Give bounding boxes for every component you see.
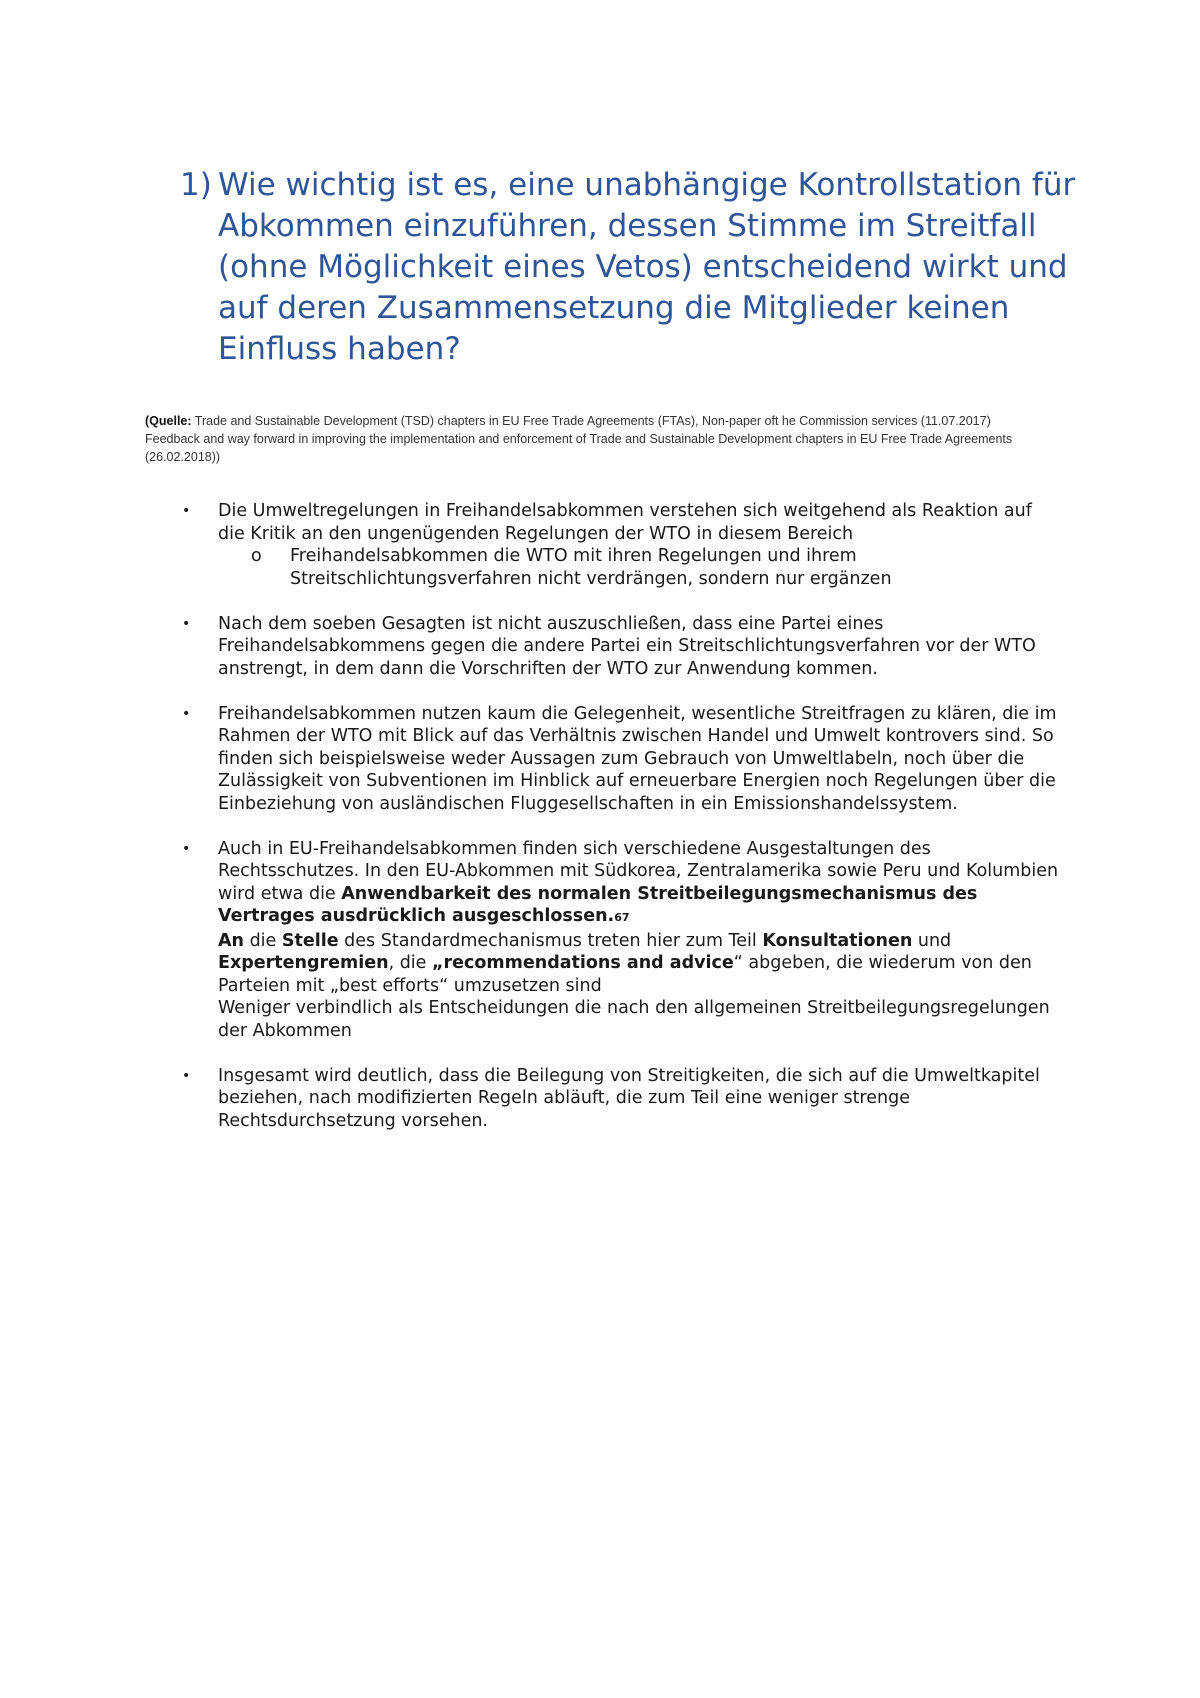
- bullet-icon: •: [182, 705, 191, 722]
- bold-phrase: Anwendbarkeit des normalen Streitbeilegungsmechanismus des Vertrages ausdrücklich ausgeschlossen: [218, 883, 978, 926]
- sub-bullet-icon: o: [251, 546, 262, 566]
- bullet-text-1: Die Umweltregelungen in Freihandelsabkommen verstehen sich weitgehend als Reaktion auf die Kritik an den ungenügenden Regelungen der WTO in diesem Bereich: [218, 501, 1032, 544]
- bullet-icon: •: [182, 840, 191, 857]
- sub-list: [218, 545, 1060, 590]
- heading-number: 1): [180, 167, 212, 203]
- heading-text: Wie wichtig ist es, eine unabhängige Kontrollstation für Abkommen einzuführen, dessen Stimme im Streitfall (ohne Möglichkeit eines Vetos) entscheidend wirkt und auf deren Zusammensetzung die Mitglieder keinen Einfluss haben?: [218, 167, 1076, 367]
- source-label: (Quelle:: [145, 414, 192, 428]
- bold-phrase: Expertengremien: [218, 953, 389, 973]
- bold-phrase: An: [218, 930, 245, 951]
- bullet-icon: •: [182, 1067, 191, 1084]
- list-item: [180, 1065, 1060, 1133]
- text-run: , die: [388, 953, 432, 973]
- sub-list-item: [218, 545, 1060, 590]
- source-citation: [145, 412, 1065, 466]
- bullet-text-2: Nach dem soeben Gesagten ist nicht auszuschließen, dass eine Partei eines Freihandelsabkommens gegen die andere Partei ein Streitschlichtungsverfahren vor der WTO anstrengt, in dem dann die Vorschriften der WTO zur Anwendung kommen.: [218, 613, 1036, 679]
- bullet-icon: •: [182, 615, 191, 632]
- bullet-icon: •: [182, 503, 191, 519]
- bullet-text-4a: Auch in EU-Freihandelsabkommen finden sich verschiedene Ausgestaltungen des Rechtsschutzes. In den EU-Abkommen mit Südkorea, Zentralamerika sowie Peru und Kolumbien wird etwa die: [218, 838, 1059, 904]
- text-run: des Standardmechanismus treten hier zum Teil: [338, 930, 763, 951]
- footnote-ref: 67: [614, 911, 630, 924]
- bold-phrase: Stelle: [281, 930, 339, 951]
- sub-bullet-text: Freihandelsabkommen die WTO mit ihren Regelungen und ihrem Streitschlichtungsverfahren nicht verdrängen, sondern nur ergänzen: [290, 546, 892, 589]
- bold-phrase: Konsultationen: [762, 930, 913, 951]
- source-line-1: [145, 412, 1065, 430]
- source-text-1: Trade and Sustainable Development (TSD) chapters in EU Free Trade Agreements (FTAs), Non-paper oft he Commission services (11.07.2017): [191, 414, 991, 428]
- list-item: [180, 838, 1060, 1043]
- bullet-text-3: Freihandelsabkommen nutzen kaum die Gelegenheit, wesentliche Streitfragen zu klären, die im Rahmen der WTO mit Blick auf das Verhältnis zwischen Handel und Umwelt kontrovers sind. So finden sich beispielsweise weder Aussagen zum Gebrauch von Umweltlabeln, noch über die Zulässigkeit von Subventionen im Hinblick auf erneuerbare Energien noch Regelungen über die Einbeziehung von ausländischen Fluggesellschaften in ein Emissionshandelssystem.: [218, 703, 1057, 814]
- list-item: [180, 500, 1060, 590]
- text-run: “ abgeben, die wiederum von den Parteien mit „best efforts“ umzusetzen sind: [218, 953, 1032, 996]
- bullet-list: [180, 500, 1060, 1155]
- text-run: und: [912, 930, 952, 951]
- source-line-2: Feedback and way forward in improving the implementation and enforcement of Trade and Sustainable Development chapters in EU Free Trade Agreements (26.02.2018)): [145, 432, 1013, 464]
- bullet-text-5: Insgesamt wird deutlich, dass die Beilegung von Streitigkeiten, die sich auf die Umweltkapitel beziehen, nach modifizierten Regeln abläuft, die zum Teil eine weniger strenge Rechtsdurchsetzung vorsehen.: [218, 1065, 1040, 1131]
- bold-phrase: „recommendations and advice: [432, 953, 734, 973]
- period: .: [607, 906, 615, 926]
- text-run: die: [244, 930, 282, 951]
- question-heading: [180, 165, 1080, 370]
- list-item: [180, 613, 1060, 681]
- list-item: [180, 703, 1060, 816]
- bullet-text-4b: Weniger verbindlich als Entscheidungen die nach den allgemeinen Streitbeilegungsregelungen der Abkommen: [218, 998, 1050, 1041]
